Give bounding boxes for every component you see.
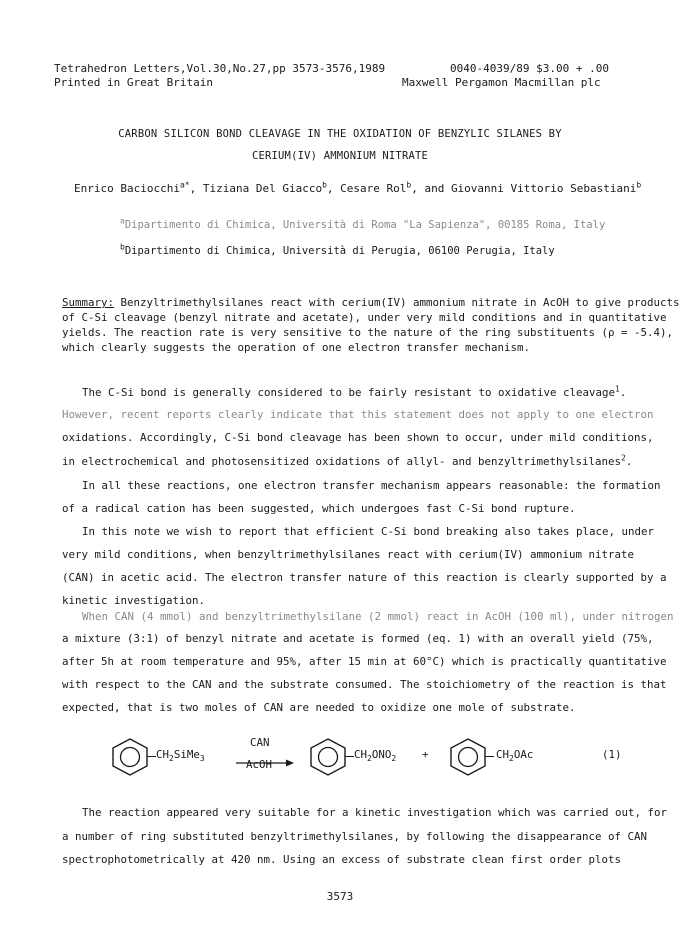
paragraph-5-line-1: The reaction appeared very suitable for a kinetic investigation which was carried out, for xyxy=(82,806,668,819)
reactant-sub-2: 3 xyxy=(199,754,205,764)
summary-line-4: which clearly suggests the operation of one electron transfer mechanism. xyxy=(62,341,531,354)
paragraph-3-line-3: (CAN) in acetic acid. The electron transfer nature of this reaction is clearly supported by a xyxy=(62,571,667,584)
affiliation-a-marker: a xyxy=(120,216,125,226)
benzene-ring-icon xyxy=(446,736,490,778)
product-1-sub-2: 2 xyxy=(391,754,397,764)
arrow-reagent: CAN xyxy=(250,736,270,749)
printed-location: Printed in Great Britain xyxy=(54,76,213,89)
summary-text-3-end: = -5.4), xyxy=(614,326,674,339)
plus-sign: + xyxy=(422,748,429,761)
product-1-sub-1: 2 xyxy=(367,754,372,764)
paper-title-line-1: CARBON SILICON BOND CLEAVAGE IN THE OXIDATION OF BENZYLIC SILANES BY xyxy=(118,128,562,140)
reference-1: 1 xyxy=(615,384,620,394)
paper-title-line-2: CERIUM(IV) AMMONIUM NITRATE xyxy=(251,150,429,162)
product-2-oac: OAc xyxy=(513,748,534,761)
bond-line xyxy=(485,756,494,757)
author-3: , Cesare Rol xyxy=(326,182,407,195)
paragraph-3-line-1: In this note we wish to report that efficient C-Si bond breaking also takes place, under xyxy=(82,525,655,538)
paragraph-4-line-2: a mixture (3:1) of benzyl nitrate and acetate is formed (eq. 1) with an overall yield (75%, xyxy=(62,632,654,645)
paragraph-4-line-4: with respect to the CAN and the substrate consumed. The stoichiometry of the reaction is that xyxy=(62,678,667,691)
author-2-marker: b xyxy=(322,180,327,190)
issn-price: 0040-4039/89 $3.00 + .00 xyxy=(450,62,609,75)
author-3-marker: b xyxy=(406,180,412,190)
product-1-formula xyxy=(354,748,397,764)
reaction-equation xyxy=(108,736,628,782)
paragraph-5-line-2: a number of ring substituted benzyltrimethylsilanes, by following the disappearance of CAN xyxy=(62,830,648,843)
paragraph-4-line-1: When CAN (4 mmol) and benzyltrimethylsilane (2 mmol) react in AcOH (100 ml), under nitrogen xyxy=(82,610,674,623)
paragraph-1-line-1 xyxy=(82,386,626,399)
benzene-ring-icon xyxy=(108,736,152,778)
benzene-ring-icon xyxy=(306,736,350,778)
affiliation-a xyxy=(120,216,606,231)
paragraph-2-line-1: In all these reactions, one electron transfer mechanism appears reasonable: the formation xyxy=(82,479,661,492)
reactant-formula xyxy=(156,748,205,764)
paragraph-3-line-2: very mild conditions, when benzyltrimethylsilanes react with cerium(IV) ammonium nitrate xyxy=(62,548,635,561)
equation-number: (1) xyxy=(602,748,622,761)
rho-symbol: ρ xyxy=(608,326,615,339)
summary-line-3 xyxy=(62,326,673,339)
affiliation-a-text: Dipartimento di Chimica, Università di Roma "La Sapienza", 00185 Roma, Italy xyxy=(124,219,606,231)
page-number: 3573 xyxy=(326,890,354,903)
reactant-sub-1: 2 xyxy=(169,754,174,764)
reference-2: 2 xyxy=(621,453,626,463)
author-1-marker: a* xyxy=(179,180,190,190)
paragraph-1-line-3: oxidations. Accordingly, C-Si bond cleavage has been shown to occur, under mild conditions, xyxy=(62,431,654,444)
paragraph-5-line-3: spectrophotometrically at 420 nm. Using an excess of substrate clean first order plots xyxy=(62,853,622,866)
author-2: , Tiziana Del Giacco xyxy=(189,182,323,195)
author-1: Enrico Baciocchi xyxy=(74,182,180,195)
publisher: Maxwell Pergamon Macmillan plc xyxy=(402,76,601,89)
bond-line xyxy=(147,756,156,757)
summary-line-1 xyxy=(62,296,680,309)
paragraph-4-line-5: expected, that is two moles of CAN are needed to oxidize one mole of substrate. xyxy=(62,701,576,714)
reactant-simem: SiMe xyxy=(173,748,200,761)
summary-text-3: yields. The reaction rate is very sensitive to the nature of the ring substituents ( xyxy=(62,326,609,339)
affiliation-b xyxy=(120,242,555,257)
bond-line xyxy=(345,756,354,757)
paragraph-4-line-3: after 5h at room temperature and 95%, after 15 min at 60°C) which is practically quantitative xyxy=(62,655,667,668)
summary-text-1: Benzyltrimethylsilanes react with cerium(IV) ammonium nitrate in AcOH to give products xyxy=(114,296,680,309)
product-2-sub: 2 xyxy=(509,754,514,764)
reactant-ch: CH xyxy=(156,748,170,761)
summary-line-2: of C-Si cleavage (benzyl nitrate and acetate), under very mild conditions and in quantitative xyxy=(62,311,667,324)
paragraph-1-line-4 xyxy=(62,455,632,468)
p1-text-1-end: . xyxy=(619,386,627,399)
author-4: , and Giovanni Vittorio Sebastiani xyxy=(411,182,637,195)
paragraph-1-line-2: However, recent reports clearly indicate that this statement does not apply to one electron xyxy=(62,408,654,421)
product-1-ono: ONO xyxy=(371,748,392,761)
p1-text-1: The C-Si bond is generally considered to be fairly resistant to oxidative cleavage xyxy=(82,386,616,399)
arrow-solvent: AcOH xyxy=(246,758,273,771)
product-2-formula xyxy=(496,748,534,764)
p1-text-4: in electrochemical and photosensitized oxidations of allyl- and benzyltrimethylsilanes xyxy=(62,455,622,468)
author-list xyxy=(74,182,641,195)
affiliation-b-text: Dipartimento di Chimica, Università di Perugia, 06100 Perugia, Italy xyxy=(124,245,555,257)
product-2-ch: CH xyxy=(496,748,510,761)
author-4-marker: b xyxy=(636,180,642,190)
product-1-ch: CH xyxy=(354,748,368,761)
affiliation-b-marker: b xyxy=(120,242,125,252)
paragraph-2-line-2: of a radical cation has been suggested, which undergoes fast C-Si bond rupture. xyxy=(62,502,576,515)
summary-label: Summary: xyxy=(62,296,115,309)
journal-citation: Tetrahedron Letters,Vol.30,No.27,pp 3573-3576,1989 xyxy=(54,62,386,75)
p1-text-4-end: . xyxy=(625,455,633,468)
paragraph-3-line-4: kinetic investigation. xyxy=(62,594,206,607)
